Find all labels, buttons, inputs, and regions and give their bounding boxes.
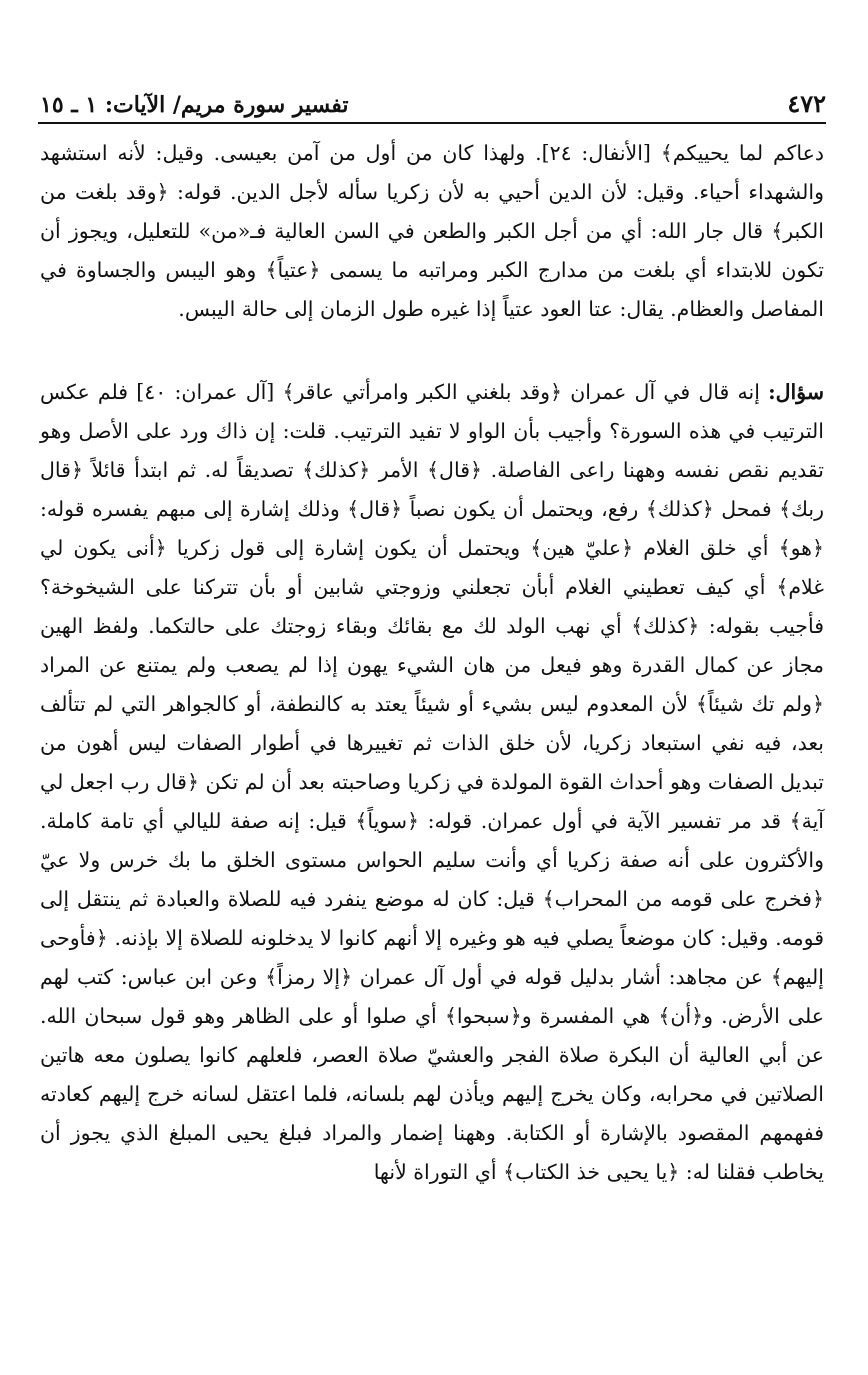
running-title: تفسير سورة مريم/ الآيات: ١ ـ ١٥ [40, 92, 349, 118]
paragraph-1: دعاكم لما يحييكم﴾ [الأنفال: ٢٤]. ولهذا كان من أول من آمن بعيسى. وقيل: لأنه استشهد والشهداء أحياء. وقيل: لأن الدين أحيي به لأن زكريا سأله لأجل الدين. قوله: ﴿وقد بلغت من الكبر﴾ قال جار الله: أي من أجل الكبر والطعن في السن العالية فـ«من» للتعليل، ويجوز أن تكون للابتداء أي بلغت من مدارج الكبر ومراتبه ما يسمى ﴿عتياً﴾ وهو اليبس والجساوة في المفاصل والعظام. يقال: عتا العود عتياً إذا غيره طول الزمان إلى حالة اليبس. [40, 141, 824, 321]
question-label: سؤال: [768, 380, 825, 404]
body-text [40, 134, 824, 1192]
page-header [40, 88, 826, 118]
page-number: ٤٧٢ [787, 89, 826, 118]
paragraph-2-text: إنه قال في آل عمران ﴿وقد بلغني الكبر وامرأتي عاقر﴾ [آل عمران: ٤٠] فلم عكس الترتيب في هذه السورة؟ وأجيب بأن الواو لا تفيد الترتيب. قلت: إن ذاك ورد على الأصل وهو تقديم نقص نفسه وههنا راعى الفاصلة. ﴿قال﴾ الأمر ﴿كذلك﴾ تصديقاً له. ثم ابتدأ قائلاً ﴿قال ربك﴾ فمحل ﴿كذلك﴾ رفع، ويحتمل أن يكون نصباً ﴿قال﴾ وذلك إشارة إلى مبهم يفسره قوله: ﴿هو﴾ أي خلق الغلام ﴿عليّ هين﴾ ويحتمل أن يكون إشارة إلى قول زكريا ﴿أنى يكون لي غلام﴾ أي كيف تعطيني الغلام أبأن تجعلني وزوجتي شابين أو بأن تتركنا على الشيخوخة؟ فأجيب بقوله: ﴿كذلك﴾ أي نهب الولد لك مع بقائك وبقاء زوجتك على حالتكما. ولفظ الهين مجاز عن كمال القدرة وهو فيعل من هان الشيء يهون إذا لم يصعب ولم يمتنع عن المراد ﴿ولم تك شيئاً﴾ لأن المعدوم ليس بشيء أو شيئاً يعتد به كالنطفة، أو كالجواهر التي لم تتألف بعد، فيه نفي استبعاد زكريا، لأن خلق الذات ثم تغييرها في أطوار الصفات ليس أهون من تبديل الصفات وهو أحداث القوة المولدة في زكريا وصاحبته بعد أن لم تكن ﴿قال رب اجعل لي آية﴾ قد مر تفسير الآية في أول عمران. قوله: ﴿سوياً﴾ قيل: إنه صفة لليالي أي تامة كاملة. والأكثرون على أنه صفة زكريا أي وأنت سليم الحواس مستوى الخلق ما بك خرس ولا عيّ ﴿فخرج على قومه من المحراب﴾ قيل: كان له موضع ينفرد فيه للصلاة والعبادة ثم ينتقل إلى قومه. وقيل: كان موضعاً يصلي فيه هو وغيره إلا أنهم كانوا لا يدخلونه للصلاة إلا بإذنه. ﴿فأوحى إليهم﴾ عن مجاهد: أشار بدليل قوله في أول آل عمران ﴿إلا رمزاً﴾ وعن ابن عباس: كتب لهم على الأرض. و﴿أن﴾ هي المفسرة و﴿سبحوا﴾ أي صلوا أو على الظاهر وهو قول سبحان الله. عن أبي العالية أن البكرة صلاة الفجر والعشيّ صلاة العصر، فلعلهم كانوا يصلون معه هاتين الصلاتين في محرابه، وكان يخرج إليهم ويأذن لهم بلسانه، فلما اعتقل لسانه خرج إليهم كعادته ففهمهم المقصود بالإشارة أو الكتابة. وههنا إضمار والمراد فبلغ يحيى المبلغ الذي يجوز أن يخاطب فقلنا له: ﴿يا يحيى خذ الكتاب﴾ أي التوراة لأنها [40, 380, 824, 1184]
paragraph-2 [40, 373, 824, 1192]
header-divider [38, 122, 826, 124]
